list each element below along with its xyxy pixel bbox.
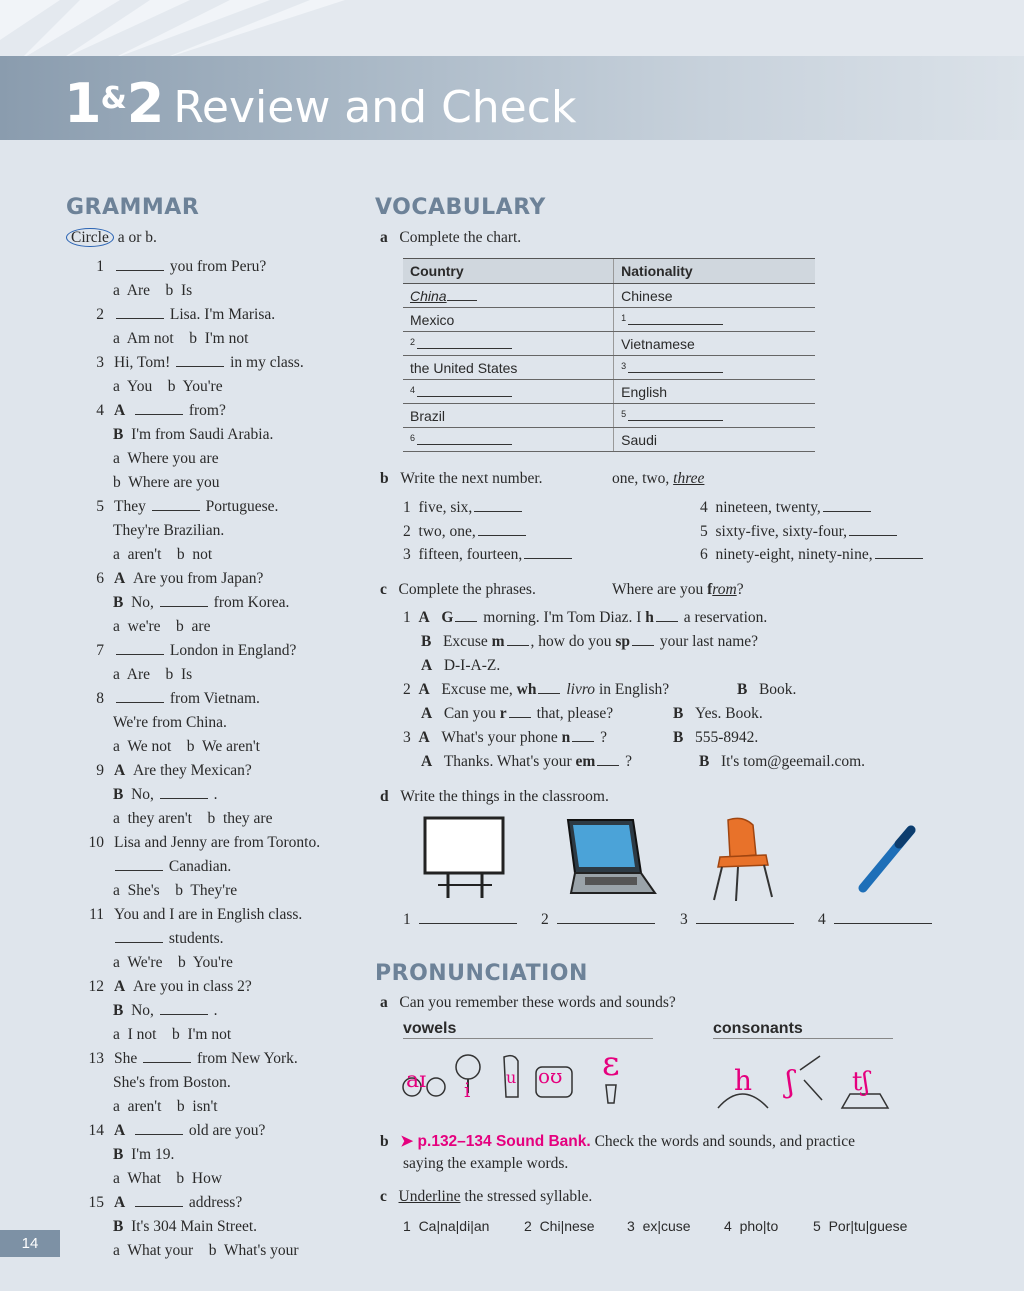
phrase-line-4b: B Book.	[737, 681, 797, 698]
nationality-cell: Chinese	[614, 284, 815, 308]
number-sequence-item: 4 nineteen, twenty,	[700, 498, 873, 518]
answer-blank[interactable]	[834, 910, 932, 924]
answer-blank[interactable]	[417, 385, 512, 397]
country-cell: Brazil	[403, 404, 614, 428]
grammar-question: 9 A Are they Mexican?	[96, 762, 252, 779]
grammar-question: B It's 304 Main Street.	[113, 1218, 258, 1235]
answer-blank[interactable]	[115, 857, 163, 871]
col-country: Country	[403, 259, 614, 284]
vocab-d-instruction: d Write the things in the classroom.	[380, 788, 609, 805]
answer-blank[interactable]	[656, 608, 678, 622]
stress-word[interactable]: 1 Ca|na|di|an	[403, 1218, 490, 1234]
grammar-options[interactable]: a Are b Is	[113, 282, 193, 299]
answer-blank[interactable]	[455, 608, 477, 622]
nationality-cell: 5	[614, 404, 815, 428]
svg-text:ɛ: ɛ	[602, 1045, 620, 1084]
answer-blank[interactable]	[417, 433, 512, 445]
stress-word[interactable]: 4 pho|to	[724, 1218, 779, 1234]
grammar-options[interactable]: a Are b Is	[113, 666, 193, 683]
consonants-header: consonants	[713, 1020, 893, 1039]
grammar-options[interactable]: a What your b What's your	[113, 1242, 299, 1259]
grammar-options[interactable]: a aren't b not	[113, 546, 213, 563]
answer-blank[interactable]	[135, 1121, 183, 1135]
grammar-question: We're from China.	[113, 714, 227, 731]
chart-row	[403, 380, 815, 404]
grammar-options[interactable]: a I not b I'm not	[113, 1026, 232, 1043]
chart-row	[403, 308, 815, 332]
stress-word[interactable]: 2 Chi|nese	[524, 1218, 595, 1234]
answer-blank[interactable]	[115, 929, 163, 943]
answer-blank[interactable]	[509, 704, 531, 718]
grammar-question: 14 A old are you?	[88, 1122, 266, 1139]
country-cell: 2	[403, 332, 614, 356]
phrase-line-7b: B It's tom@geemail.com.	[699, 753, 866, 770]
grammar-question: students.	[113, 929, 224, 949]
grammar-question: 2 Lisa. I'm Marisa.	[96, 306, 276, 323]
answer-blank[interactable]	[478, 522, 526, 536]
boot-sound-icon	[504, 1056, 518, 1097]
phrase-line-6b: B 555-8942.	[673, 729, 759, 746]
vocab-c-example: Where are you from?	[612, 581, 744, 598]
answer-blank[interactable]	[143, 1049, 191, 1063]
number-sequence-item: 2 two, one,	[403, 522, 528, 542]
chart-row	[403, 428, 815, 452]
phrase-line-4: 2 A Excuse me, wh livro in English?	[403, 681, 670, 698]
nationality-chart	[403, 258, 815, 452]
vocabulary-title: VOCABULARY	[375, 195, 546, 220]
tree-sound-icon	[456, 1055, 480, 1102]
nationality-cell: Vietnamese	[614, 332, 815, 356]
grammar-options[interactable]: a Am not b I'm not	[113, 330, 249, 347]
grammar-question: B No, .	[113, 786, 218, 803]
grammar-options[interactable]: a You b You're	[113, 378, 223, 395]
header-rays	[0, 0, 1024, 60]
grammar-question: 13 She from New York.	[88, 1050, 298, 1067]
vocab-b-example: one, two, three	[612, 470, 705, 487]
vowel-sound-pictures	[400, 1045, 640, 1115]
sound-bank-link[interactable]: ➤ p.132–134 Sound Bank.	[400, 1133, 591, 1150]
answer-blank[interactable]	[628, 361, 723, 373]
pron-b-instruction: b ➤ p.132–134 Sound Bank. Check the words and sounds, and practice	[380, 1133, 855, 1150]
chart-row	[403, 284, 815, 308]
phrase-line-6: 3 A What's your phone n ?	[403, 729, 608, 746]
pen-image	[855, 822, 920, 894]
stress-word[interactable]: 3 ex|cuse	[627, 1218, 691, 1234]
whiteboard-image	[420, 815, 510, 900]
nationality-cell: English	[614, 380, 815, 404]
phrase-line-3: A D-I-A-Z.	[421, 657, 501, 674]
nationality-cell: 1	[614, 308, 815, 332]
answer-blank[interactable]	[572, 728, 594, 742]
answer-blank[interactable]	[135, 1193, 183, 1207]
grammar-options[interactable]: a we're b are	[113, 618, 211, 635]
pronunciation-title: PRONUNCIATION	[375, 961, 588, 986]
answer-blank[interactable]	[116, 689, 164, 703]
answer-blank[interactable]	[417, 337, 512, 349]
number-sequence-item: 5 sixty-five, sixty-four,	[700, 522, 899, 542]
answer-blank[interactable]	[628, 313, 723, 325]
classroom-item-blank: 3	[680, 910, 796, 930]
grammar-question: She's from Boston.	[113, 1074, 231, 1091]
grammar-question: 3 Hi, Tom! in my class.	[96, 354, 304, 371]
grammar-question: 6 A Are you from Japan?	[96, 570, 264, 587]
grammar-question: B No, from Korea.	[113, 594, 290, 611]
answer-blank[interactable]	[152, 497, 200, 511]
sunburst-decoration	[0, 0, 1024, 60]
consonant-sound-pictures	[712, 1050, 892, 1115]
answer-blank[interactable]	[160, 1001, 208, 1015]
phrase-line-7: A Thanks. What's your em ?	[421, 753, 633, 770]
svg-text:i: i	[464, 1078, 471, 1102]
grammar-options[interactable]: a We not b We aren't	[113, 738, 260, 755]
answer-blank[interactable]	[538, 680, 560, 694]
phrase-line-5b: B Yes. Book.	[673, 705, 763, 722]
svg-text:oʊ: oʊ	[538, 1064, 563, 1088]
svg-text:aɪ: aɪ	[406, 1068, 427, 1093]
nationality-cell: 3	[614, 356, 815, 380]
answer-blank[interactable]	[849, 522, 897, 536]
house-sound-icon	[718, 1064, 768, 1108]
phrase-line-1: 1 A G morning. I'm Tom Diaz. I h a reservation.	[403, 609, 768, 626]
grammar-question: 7 London in England?	[96, 642, 297, 659]
svg-text:ʃ: ʃ	[786, 1065, 795, 1100]
vocab-b-instruction: b Write the next number.	[380, 470, 543, 487]
answer-blank[interactable]	[823, 498, 871, 512]
grammar-title: GRAMMAR	[66, 195, 200, 220]
phrase-line-2: B Excuse m , how do you sp your last name?	[421, 633, 759, 650]
answer-blank[interactable]	[116, 257, 164, 271]
grammar-question: 15 A address?	[88, 1194, 243, 1211]
answer-blank[interactable]	[116, 305, 164, 319]
svg-text:h: h	[734, 1064, 753, 1097]
country-cell: the United States	[403, 356, 614, 380]
chart-row	[403, 404, 815, 428]
grammar-question: B No, .	[113, 1002, 218, 1019]
answer-blank[interactable]	[116, 641, 164, 655]
chart-row	[403, 356, 815, 380]
grammar-options[interactable]: a We're b You're	[113, 954, 233, 971]
classroom-item-blank: 1	[403, 910, 519, 930]
grammar-question: 11 You and I are in English class.	[89, 906, 303, 923]
shower-sound-icon	[783, 1056, 822, 1100]
vowels-header: vowels	[403, 1020, 653, 1039]
answer-blank[interactable]	[632, 632, 654, 646]
grammar-question: 4 A from?	[96, 402, 226, 419]
grammar-question: 12 A Are you in class 2?	[88, 978, 252, 995]
grammar-options[interactable]: a aren't b isn't	[113, 1098, 218, 1115]
phone-sound-icon	[536, 1064, 572, 1097]
answer-blank[interactable]	[176, 353, 224, 367]
number-sequence-item: 6 ninety-eight, ninety-nine,	[700, 545, 925, 565]
col-nationality: Nationality	[614, 259, 815, 284]
country-cell: Mexico	[403, 308, 614, 332]
chess-sound-icon	[842, 1067, 888, 1108]
svg-text:tʃ: tʃ	[852, 1067, 870, 1097]
grammar-question: B I'm 19.	[113, 1146, 175, 1163]
grammar-options[interactable]: b Where are you	[113, 474, 220, 491]
grammar-question: They're Brazilian.	[113, 522, 225, 539]
pron-c-instruction: c Underline the stressed syllable.	[380, 1188, 593, 1205]
bike-sound-icon	[403, 1068, 445, 1096]
pron-b-instruction-2: saying the example words.	[403, 1155, 569, 1172]
answer-blank[interactable]	[597, 752, 619, 766]
answer-blank[interactable]	[557, 910, 655, 924]
grammar-options[interactable]: a Where you are	[113, 450, 219, 467]
answer-blank[interactable]	[135, 401, 183, 415]
answer-blank[interactable]	[160, 785, 208, 799]
grammar-question: 5 They Portuguese.	[96, 498, 279, 515]
grammar-options[interactable]: a What b How	[113, 1170, 223, 1187]
answer-blank[interactable]	[419, 910, 517, 924]
pron-a-instruction: a Can you remember these words and sounds?	[380, 994, 676, 1011]
answer-blank[interactable]	[474, 498, 522, 512]
answer-blank[interactable]	[507, 632, 529, 646]
answer-blank[interactable]	[160, 593, 208, 607]
vocab-a-instruction: a Complete the chart.	[380, 229, 522, 246]
chart-row	[403, 332, 815, 356]
grammar-question: B I'm from Saudi Arabia.	[113, 426, 274, 443]
grammar-question: 10 Lisa and Jenny are from Toronto.	[88, 834, 321, 851]
chart-header-row	[403, 259, 815, 284]
number-sequence-item: 3 fifteen, fourteen,	[403, 545, 574, 565]
grammar-options[interactable]: a they aren't b they are	[113, 810, 273, 827]
country-cell: 4	[403, 380, 614, 404]
answer-blank[interactable]	[628, 409, 723, 421]
header-banner	[0, 56, 1024, 140]
stress-word[interactable]: 5 Por|tu|guese	[813, 1218, 908, 1234]
classroom-item-blank: 2	[541, 910, 657, 930]
grammar-options[interactable]: a She's b They're	[113, 882, 238, 899]
grammar-instruction: Circle a or b.	[66, 228, 157, 248]
grammar-question: 8 from Vietnam.	[96, 690, 260, 707]
unit-title: 1&2 Review and Check	[64, 72, 577, 135]
answer-blank[interactable]	[875, 545, 923, 559]
svg-text:u: u	[506, 1068, 517, 1087]
chair-image	[708, 815, 778, 903]
country-cell: 6	[403, 428, 614, 452]
phrase-line-5: A Can you r that, please?	[421, 705, 614, 722]
page-number: 14	[0, 1230, 60, 1257]
nationality-cell: Saudi	[614, 428, 815, 452]
answer-blank[interactable]	[524, 545, 572, 559]
laptop-image	[563, 815, 658, 897]
number-sequence-item: 1 five, six,	[403, 498, 524, 518]
grammar-question: 1 you from Peru?	[96, 258, 267, 275]
vocab-c-instruction: c Complete the phrases.	[380, 581, 536, 598]
answer-blank[interactable]	[696, 910, 794, 924]
egg-sound-icon	[602, 1045, 620, 1103]
grammar-question: Canadian.	[113, 857, 231, 877]
classroom-item-blank: 4	[818, 910, 934, 930]
country-cell: China	[403, 284, 614, 308]
